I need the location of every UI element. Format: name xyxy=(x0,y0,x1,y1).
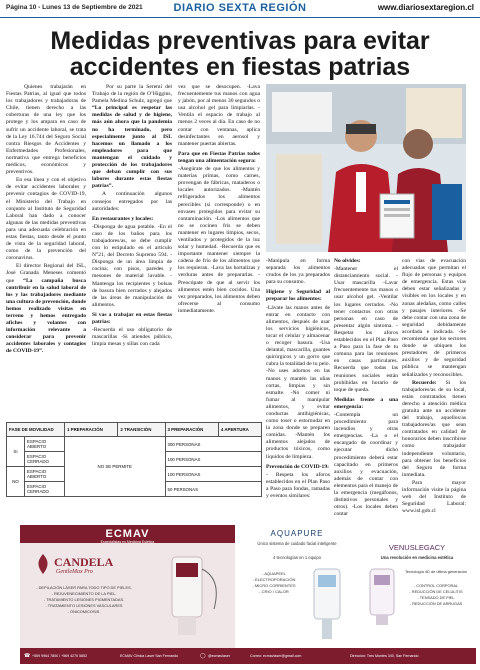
paragraph: En esa línea y con el objetivo de evitar accidentes laborales y prevenir contagios de COVID-19, el Ministerio del Trabajo en conjunto al Instituto de Seguridad Laboral han dado a conocer algunas de las medidas preventivas para una adecuada celebración en estas fiestas, tanto desde el punto de vista de la seguridad laboral, como de la prevención del coronavirus. xyxy=(6,177,86,262)
subheading: Si vas a trabajar en estas fiestas patrias: xyxy=(92,311,172,325)
paragraph: Quienes trabajarán en Fiestas Patrias, al igual que todos los trabajadores y trabajadoras de Chile, tienen derecho a las coberturas de una ley que los protege y los ampara en caso de sufrir un accidente laboral, se trata de la Ley 16.744 del Seguro Social contra Riesgos de Accidentes y Enfermedades Profesionales, normativa que entrega beneficios médicos, económicos y preventivos. xyxy=(6,84,86,176)
subheading: Medidas frente a una emergencia: xyxy=(334,396,398,410)
paragraph: Recuerde: Si los trabajadores/as de su local, están contratados tienen derecho a atención médica gratuita ante un accidente del trabajo, aquellos/as trabajadores/as que sean contratados en calidad de honorarios deben inscribirse como trabajador independiente voluntario, para obtener los beneficios del Seguro de forma inmediata. xyxy=(402,379,466,478)
list-item: - REJUVENECIMIENTO DE LA PIEL. xyxy=(51,591,117,596)
table-value-cell: 100 PERSONAS xyxy=(165,467,262,482)
table-value-cell: 100 PERSONAS xyxy=(165,452,262,467)
candela-logo xyxy=(34,553,114,583)
paragraph: con vías de evacuación adecuadas que permitan el flujo de personas y equipos de emergencia. Estas vías deben estar señalizadas y visibles en los locales y en zonas aledañas, como calles y pasajes interiores. -Se debe contar con una zona de seguridad debidamente acordada e indicada. -Se recomienda que los sectores donde se ubiquen los prestadores de primeros auxilios y de seguridad pública se mantengan señalizados y reconocibles. xyxy=(402,258,466,378)
table-value-cell: 50 PERSONAS xyxy=(165,482,262,497)
article-column-3 xyxy=(178,84,260,420)
list-item: - AQUAPEEL xyxy=(262,571,286,576)
table-header-cell: 4 APERTURA xyxy=(218,423,261,437)
table-value-cell: 300 PERSONAS xyxy=(165,437,262,452)
capacity-table xyxy=(6,422,262,497)
clinic-name: ECMAV Clinica Laser San Fernando xyxy=(120,654,179,658)
list-item: - TENSADO DE PIEL xyxy=(417,595,455,600)
article-column-4 xyxy=(266,258,330,520)
table-cell: NO SE PERMITE xyxy=(65,437,166,497)
article-column-5 xyxy=(334,258,398,520)
table-label-cell: ESPACIO CERRADO xyxy=(25,452,65,467)
aquapure-logo: AQUAPURE xyxy=(270,529,324,538)
table-group-cell: NO xyxy=(7,467,25,497)
paragraph: -Contempla un procedimiento para incendios y otras emergencias. -La o el encargado de coordinar y ejecutar dicho procedimiento deberá estar capacitado en primeros auxilios y evacuación, además de contar con elementos para el manejo de la emergencia (megáfonos, distintivos personales y otros). -Los locales deben contar xyxy=(334,411,398,518)
instagram-handle[interactable]: @ecmavlaser xyxy=(208,654,231,658)
aquapure-feature-list xyxy=(240,571,308,595)
article-column-6 xyxy=(402,258,466,520)
paragraph: El director Regional del ISL, José Granada Meneses comentó que “La campaña busca contribuir en la salud laboral de los y las trabajadores mediante una cultura de prevención, donde hemos realizado visitas en terreno y hemos entregado afiches y volantes con información relevante a considerar para prevenir accidentes laborales y contagios de COVID-19”. xyxy=(6,263,86,355)
website-url[interactable]: www.diariosextaregion.cl xyxy=(377,3,474,12)
ecmav-logo: ECMAV xyxy=(105,528,150,540)
table-header-cell: 1 PREPARACIÓN xyxy=(65,423,118,437)
venuslegacy-feature-list xyxy=(398,583,474,607)
subheading: En restaurantes y locales: xyxy=(92,215,154,222)
paragraph: Por su parte la Seremi del Trabajo de la región de O’Higgins, Pamela Medina Schulz, agregó que “Lo principal es respetar las medidas de salud y de higiene, más aún ahora que la pandemia no ha terminado, pero especialmente junto al ISL hacemos un llamado a los empleadores para que mantengan el cuidado y protección de los trabajadores que deban cumplir con sus labores durante estas fiestas patrias”. xyxy=(92,84,172,190)
article-column-2 xyxy=(92,84,172,420)
paragraph: -Manipula en forma separada los alimentos crudos de los ya preparados para su consumo. xyxy=(266,258,330,286)
list-item: - ONICOMICOSIS. xyxy=(67,609,101,614)
list-item: - REDUCCIÓN DE CELULITIS xyxy=(409,589,463,594)
table-row xyxy=(7,437,262,452)
article-photo xyxy=(266,84,466,252)
table-label-cell: ESPACIO ABIERTO xyxy=(25,467,65,482)
paragraph: -Asegúrate de que los alimentos y materias primas, como carnes, provengan de fábricas, mataderos o locales autorizados. -Mantén refrigerados los alimentos perecibles (si corresponde) o en envases protegidos para evitar su contaminación. -Los alimentos que no se cocinen fris se deben mantener en lugares limpios, secos, ventilados y protegidos de la luz solar y humedad. -Recuerda que es importante mantener siempre la cadena de frío de los alimentos que los requieran. -Lava las hortalizas y verduras antes de prepararlas. -Preocúpate de que al servir los alimentos estén bien cocidos. Una vez preparados, los alimentos deben ofrecerse al consumo inmediatamente. xyxy=(178,166,260,314)
paragraph: -Lávate las manos antes de entrar en contacto con alimentos, después de usar los servicios higiénicos, tocar el celular y almacenar o recoger basura. -Usa delantal, mascarilla, guantes quirúrgicos y un gorro que cubra la totalidad de tu pelo. -No uses adornos en las manos y mantén las uñas cortas, limpias y sin esmalte. -No comer ni fumar al manipular alimentos, y evitar conductas antihigiénicas, como toser o estornudar en la zona donde se preparen comidas. -Mantén los alimentos alejados de productos tóxicos, como líquidos de limpieza. xyxy=(266,304,330,460)
ecmav-advertisement[interactable] xyxy=(20,525,235,648)
venuslegacy-tech: Tecnología 4D de última generación xyxy=(404,569,468,574)
newspaper-name: DIARIO SEXTA REGIÓN xyxy=(173,2,307,14)
article-column-1 xyxy=(6,84,86,420)
subheading: Para que en Fiestas Patrias todos tengan una alimentación segura: xyxy=(178,150,260,164)
article-title: Medidas preventivas para evitar accidentes en fiestas patrias xyxy=(50,27,430,81)
list-item: - TRATAMIENTO LESIONES VASCULARES xyxy=(45,603,123,608)
venuslegacy-advertisement[interactable] xyxy=(358,525,476,648)
list-item: - CONTROL CORPORAL xyxy=(413,583,459,588)
page-number-date: Página 10 - Lunes 13 de Septiembre de 2021 xyxy=(6,4,143,11)
laser-device-image xyxy=(152,549,232,641)
page-header xyxy=(0,0,480,18)
ecmav-tagline: Especialistas en Medicina Estética xyxy=(100,540,155,544)
list-item: - TRATAMIENTO LESIONES PIGMENTADAS. xyxy=(43,597,125,602)
aquapure-advertisement[interactable] xyxy=(238,525,356,648)
aquapure-tech: 4 tecnologías en 1 equipo xyxy=(273,555,321,560)
candela-flame-icon xyxy=(34,553,52,575)
table-header-row xyxy=(7,423,262,437)
paragraph: - Respeta los aforos establecidos en el Plan Paso a Paso para fondas, ramadas y eventos similares: xyxy=(266,471,330,499)
table-group-cell: SI xyxy=(7,437,25,467)
candela-product: GentleMax Pro xyxy=(56,569,93,575)
instagram-icon: ◯ xyxy=(200,653,206,659)
list-item: - ELECTROPORACIÓN xyxy=(252,577,296,582)
aquapure-subtitle: Único sistema de cuidado facial inteligente xyxy=(257,541,337,546)
contact-phone[interactable]: +569 9964 7800 / +569 4270 5852 xyxy=(32,654,88,658)
list-item: - MICRO CORRIENTES xyxy=(252,583,296,588)
table-label-cell: ESPACIO ABIERTO xyxy=(25,437,65,452)
ecmav-service-list xyxy=(24,585,144,615)
paragraph: -Disponga de agua potable. -En el caso de los baños para los trabajadores/as, se debe cumplir con lo estipulado en el artículo N°21, del Decreto Supremo 594. -Disponga de un área limpia de cocina; con pisos, paredes y mesones de material lavable. -Mantenga los recipientes y bolsas de basura bien cerrados y alejados de las áreas de manipulación de alimentos. xyxy=(92,223,172,308)
table-header-cell: FASE DE MOVILIDAD xyxy=(7,423,65,437)
contact-email[interactable]: Correo: ecmavlaser@gmail.com xyxy=(250,654,302,658)
paragraph: A continuación algunos consejos entregados por las autoridades: xyxy=(92,191,172,212)
ecmav-banner xyxy=(20,525,235,543)
venuslegacy-subtitle: Una revolución en medicina estética xyxy=(380,555,454,560)
venuslegacy-device-image xyxy=(362,563,402,627)
list-item: - REDUCCIÓN DE ARRUGAS xyxy=(409,601,463,606)
ad-footer-bar xyxy=(20,648,476,664)
venuslegacy-logo: VENUSLEGACY xyxy=(388,543,446,552)
clinic-address: Dirección: Tres Montes 340, San Fernando xyxy=(350,654,419,658)
candela-brand: CANDELA xyxy=(54,555,114,569)
list-item: - DEPILACIÓN LÁSER PARA TODO TIPO DE PIELES. xyxy=(36,585,132,590)
paragraph: -Recuerda el uso obligatorio de mascarillas -Si atiendes público, limpia mesas y sillas con cada xyxy=(92,327,172,348)
subheading: Higiene y Seguridad al preparar los alimentos: xyxy=(266,289,330,303)
paragraph: vez que se desocupen. -Lava frecuentemente tus manos con agua y jabón, por al menos 30 segundos o usa alcohol gel para limpiarlas. -Ventila el espacio de trabajo al menos 2 veces al día. En caso de no contar con ventanas, aplica desinfectantes en aerosol y mantener puertas abiertas. xyxy=(178,84,260,147)
table-header-cell: 2 TRANSICIÓN xyxy=(118,423,165,437)
photo-illustration xyxy=(266,84,466,252)
paragraph: Para mayor información visite la página web del Instituto de Seguridad Laboral: www.isl.gob.cl xyxy=(402,479,466,515)
aquapure-device-image xyxy=(304,563,350,643)
phone-icon: ☎ xyxy=(24,653,31,659)
paragraph: -Mantener el distanciamiento social. -Usar mascarilla -Lavar frecuentemente tus manos o usar alcohol gel. -Ventilar los lugares cerrados. -No tener contactos con otras personas en caso de presentar algún síntoma. -Respetar los aforos establecidos en el Plan Paso a Paso para la fase de tu comuna para las reuniones en casas particulares. Recuerda que todas las reuniones sociales están prohibidas en horario de toque de queda. xyxy=(334,266,398,393)
table-header-cell: 3 PREPARACIÓN xyxy=(165,423,218,437)
subheading: Prevención de COVID-19: xyxy=(266,463,329,470)
table-label-cell: ESPACIO CERRADO xyxy=(25,482,65,497)
subheading: No olvides: xyxy=(334,258,361,264)
list-item: - CRIO / CALOR xyxy=(259,589,289,594)
